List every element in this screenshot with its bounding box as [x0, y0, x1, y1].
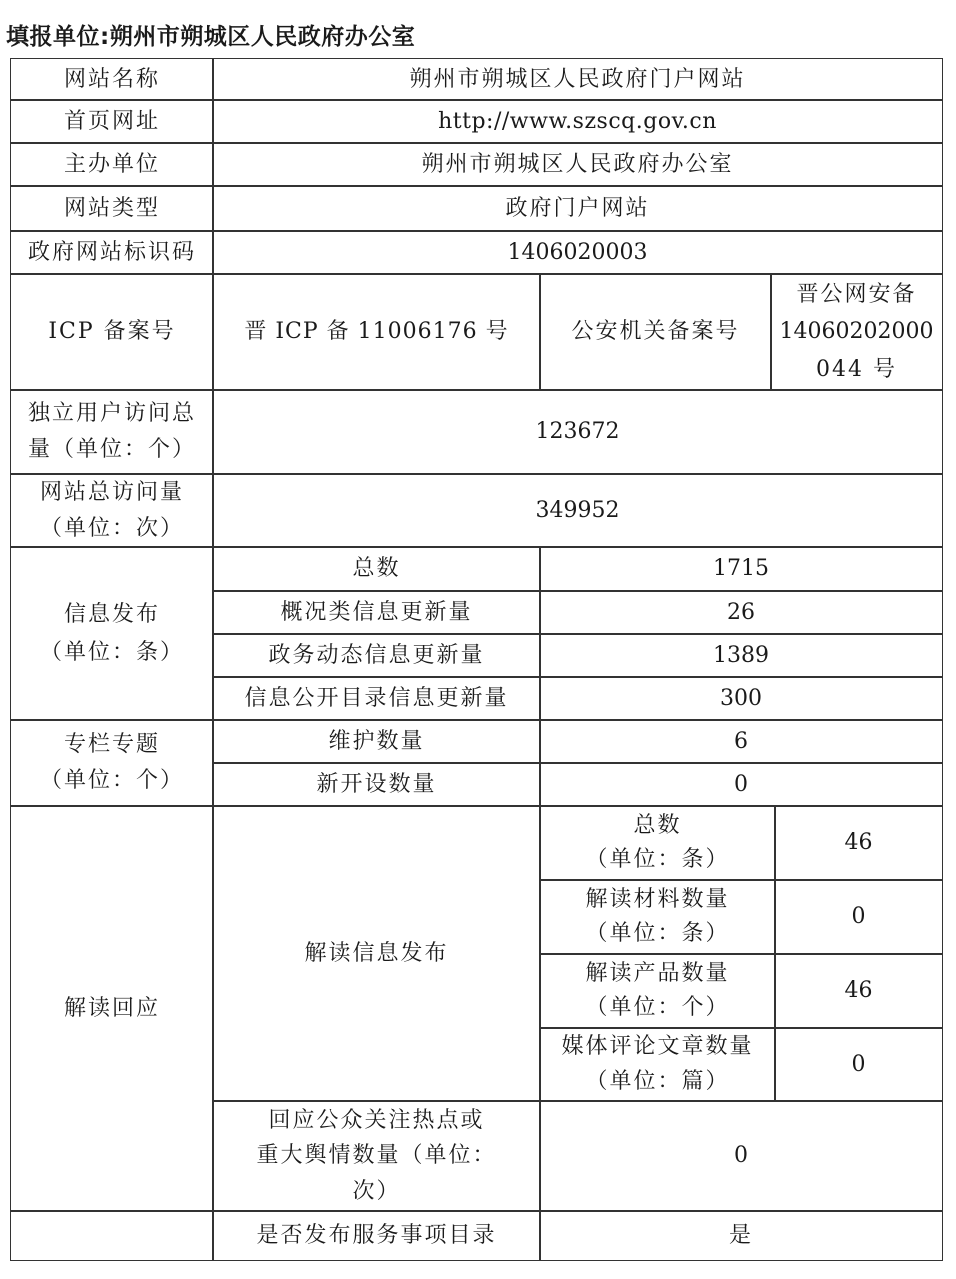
total-visits-label-line-2: （单位：次）: [39, 515, 184, 541]
police-record-value-line-3: 044 号: [816, 356, 897, 382]
interp-material-label: [539, 879, 776, 955]
site-code-value: 1406020003: [212, 230, 943, 275]
icp-label: ICP 备案号: [10, 273, 214, 391]
interp-product-label-line-1: 解读产品数量: [585, 960, 730, 986]
interp-material-value: 0: [774, 879, 943, 955]
police-record-value-line-2: 14060202000: [779, 319, 934, 345]
service-directory-label: 是否发布服务事项目录: [212, 1210, 541, 1261]
total-visits-label: [10, 473, 214, 548]
site-name-value: 朔州市朔城区人民政府门户网站: [212, 58, 943, 101]
info-publish-label-line-1: 信息发布: [63, 602, 160, 628]
interp-product-label: [539, 953, 776, 1029]
report-unit-header: 填报单位:朔州市朔城区人民政府办公室: [6, 24, 416, 50]
homepage-label: 首页网址: [10, 99, 214, 144]
info-disclosure-label: 信息公开目录信息更新量: [212, 676, 541, 721]
response-value: 0: [539, 1100, 943, 1212]
interp-total-label-line-1: 总数: [633, 812, 682, 838]
icp-value: 晋 ICP 备 11006176 号: [212, 273, 541, 391]
homepage-value: http://www.szscq.gov.cn: [212, 99, 943, 144]
service-blank-cell: [10, 1210, 214, 1261]
police-record-label: 公安机关备案号: [539, 273, 772, 391]
interp-total-value: 46: [774, 805, 943, 881]
info-publish-label-line-2: （单位：条）: [39, 639, 184, 665]
total-visits-label-line-1: 网站总访问量: [39, 480, 184, 506]
info-overview-label: 概况类信息更新量: [212, 590, 541, 635]
columns-label: [10, 719, 214, 807]
info-gov-news-value: 1389: [539, 633, 943, 678]
response-label-line-2: 重大舆情数量（单位：: [256, 1143, 497, 1169]
response-label-line-1: 回应公众关注热点或: [268, 1108, 485, 1134]
unique-visitors-label-line-2: 量（单位：个）: [27, 437, 196, 462]
columns-maintained-label: 维护数量: [212, 719, 541, 764]
site-code-label: 政府网站标识码: [10, 230, 214, 275]
columns-new-label: 新开设数量: [212, 762, 541, 807]
interp-media-label-line-2: （单位：篇）: [585, 1068, 730, 1094]
interpretation-publish-label: 解读信息发布: [212, 805, 541, 1102]
info-total-label: 总数: [212, 546, 541, 592]
unique-visitors-label-line-1: 独立用户访问总: [27, 400, 196, 426]
site-type-label: 网站类型: [10, 185, 214, 232]
unique-visitors-label: [10, 389, 214, 475]
interpretation-label: 解读回应: [10, 805, 214, 1212]
police-record-value-line-1: 晋公网安备: [796, 281, 917, 307]
site-type-value: 政府门户网站: [212, 185, 943, 232]
total-visits-value: 349952: [212, 473, 943, 548]
interp-product-label-line-2: （单位：个）: [585, 995, 730, 1020]
unique-visitors-value: 123672: [212, 389, 943, 475]
interp-media-label: [539, 1027, 776, 1102]
host-label: 主办单位: [10, 142, 214, 187]
info-gov-news-label: 政务动态信息更新量: [212, 633, 541, 678]
info-disclosure-value: 300: [539, 676, 943, 721]
interp-media-label-line-1: 媒体评论文章数量: [561, 1034, 754, 1060]
site-name-label: 网站名称: [10, 58, 214, 101]
columns-maintained-value: 6: [539, 719, 943, 764]
response-label: [212, 1100, 541, 1212]
service-directory-value: 是: [539, 1210, 943, 1261]
interp-total-label: [539, 805, 776, 881]
info-publish-label: [10, 546, 214, 721]
info-total-value: 1715: [539, 546, 943, 592]
info-overview-value: 26: [539, 590, 943, 635]
interp-media-value: 0: [774, 1027, 943, 1102]
response-label-line-3: 次）: [352, 1178, 401, 1204]
interp-total-label-line-2: （单位：条）: [585, 847, 730, 872]
columns-label-line-2: （单位：个）: [39, 768, 184, 793]
interp-material-label-line-1: 解读材料数量: [585, 886, 730, 912]
columns-new-value: 0: [539, 762, 943, 807]
interp-material-label-line-2: （单位：条）: [585, 921, 730, 946]
interp-product-value: 46: [774, 953, 943, 1029]
columns-label-line-1: 专栏专题: [63, 731, 160, 757]
host-value: 朔州市朔城区人民政府办公室: [212, 142, 943, 187]
police-record-value: [770, 273, 943, 391]
